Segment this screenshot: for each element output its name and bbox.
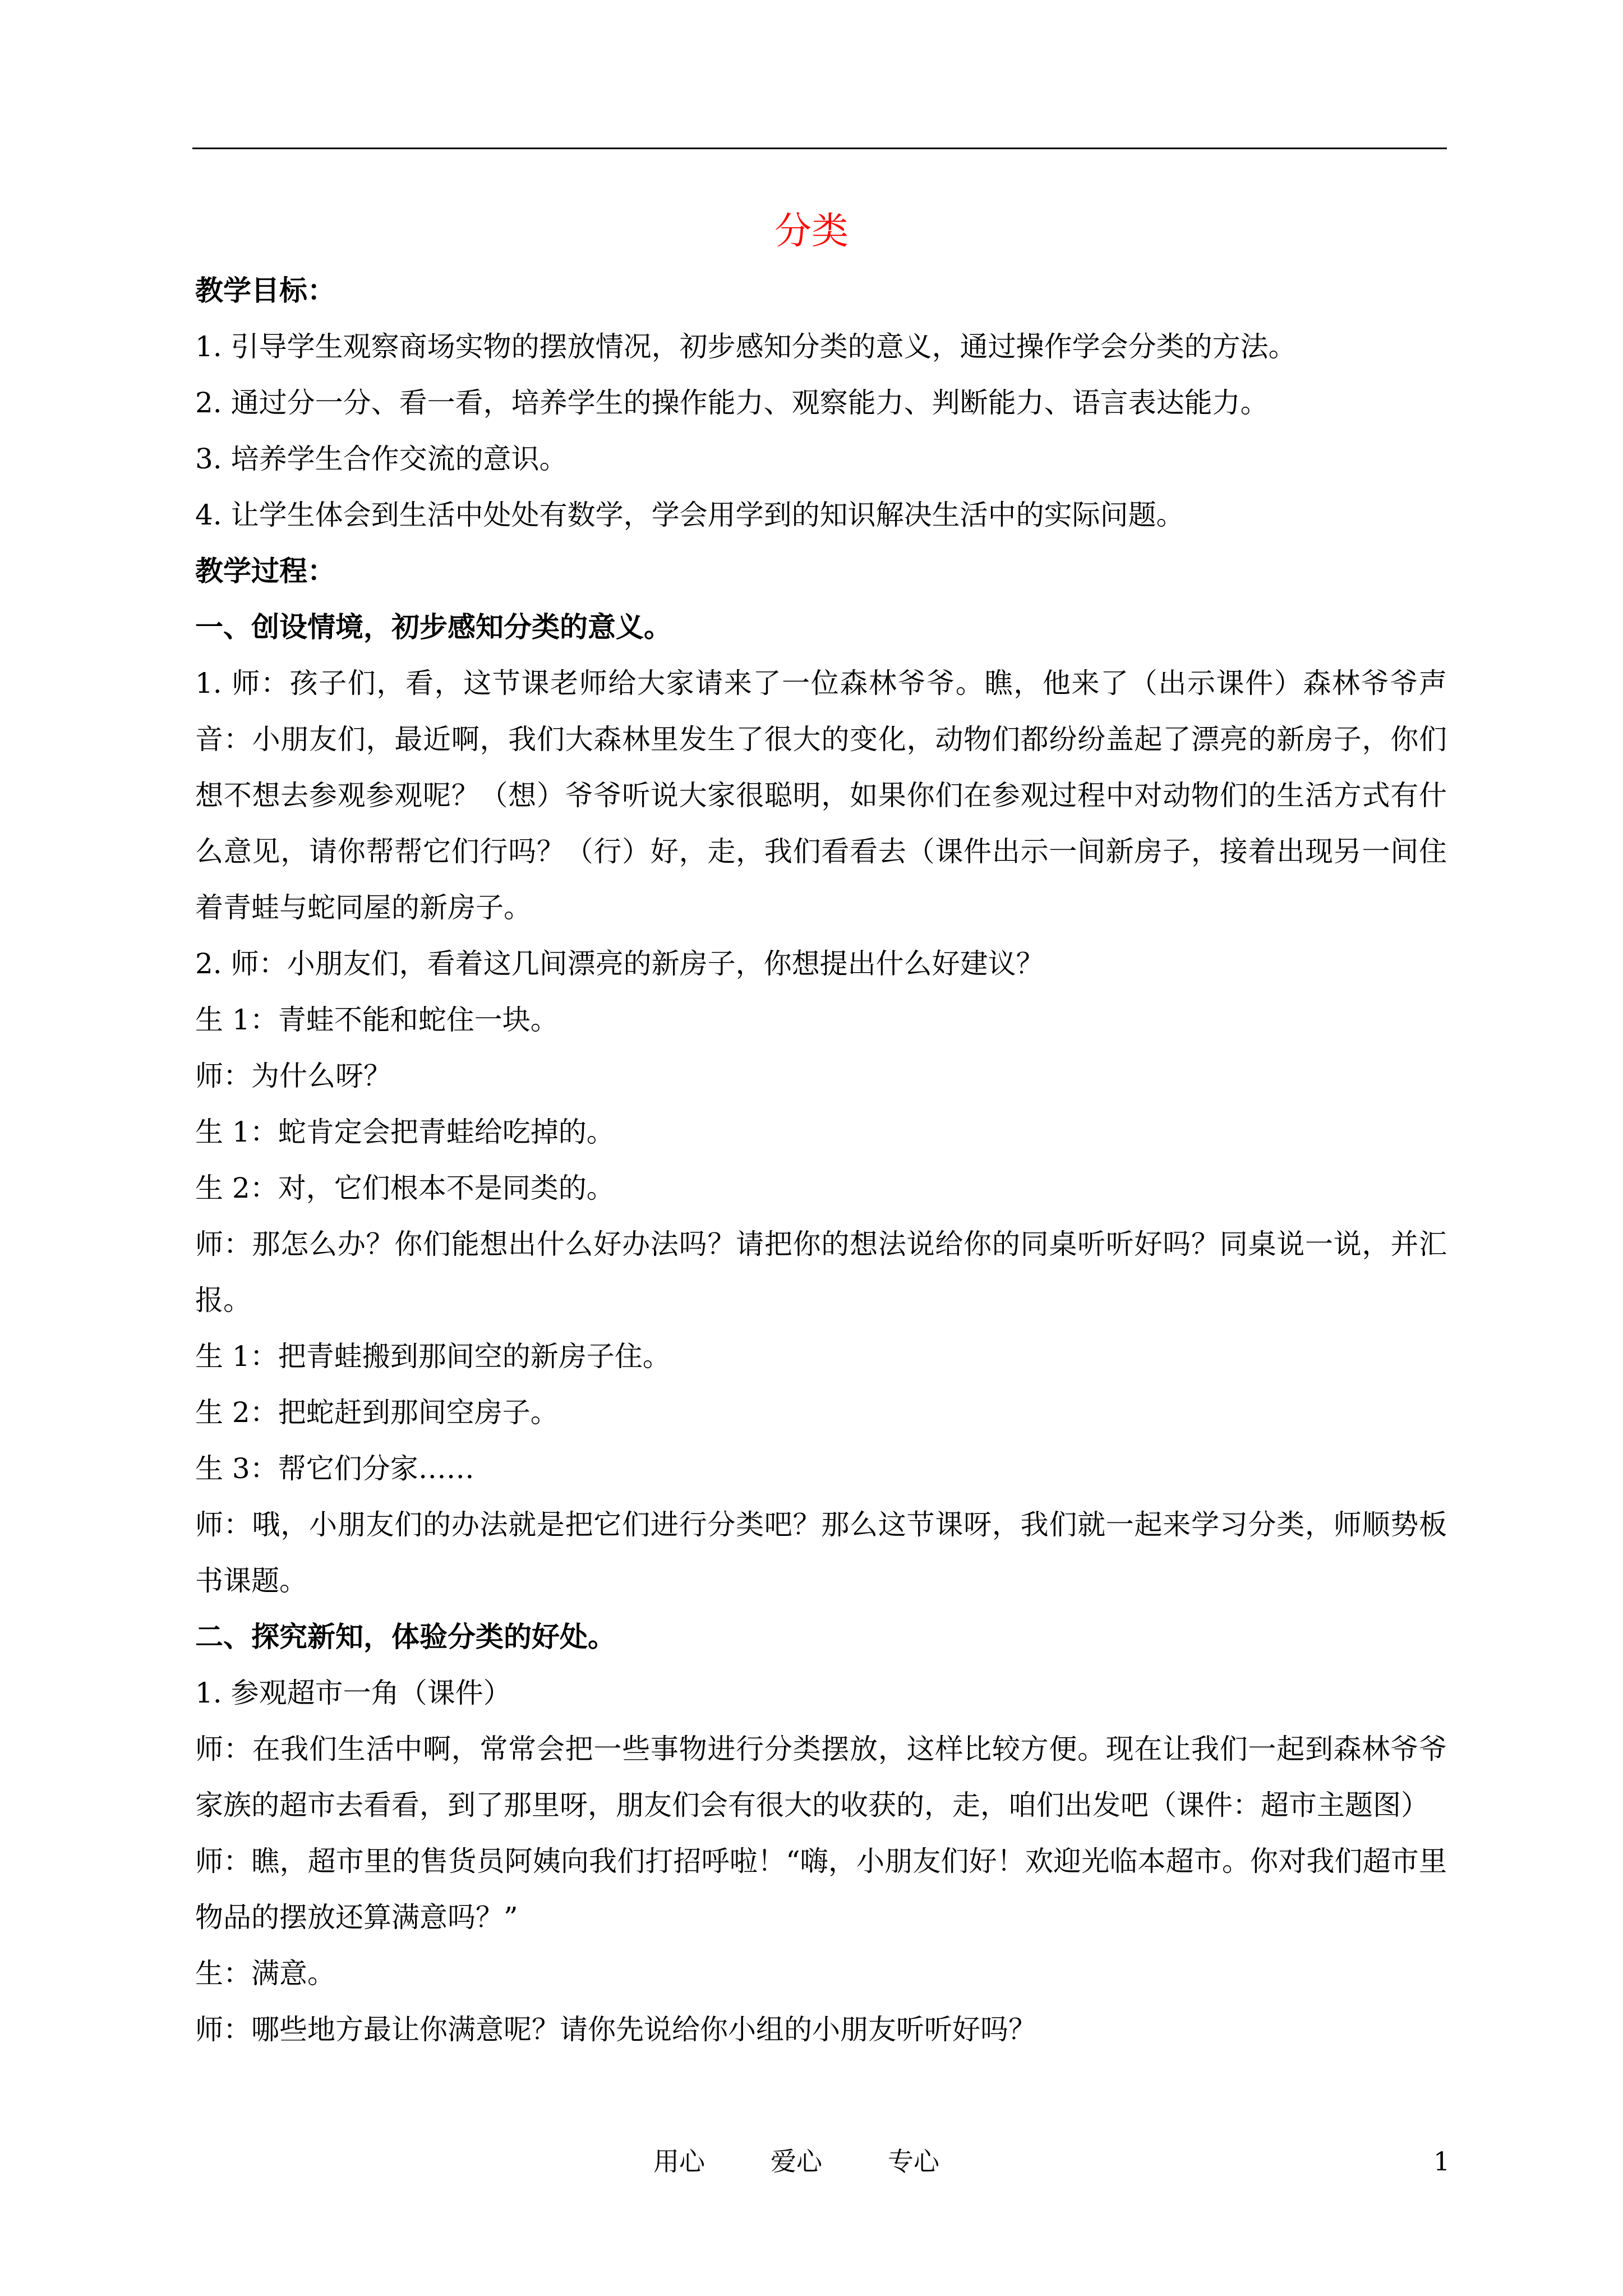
paragraph: 师：为什么呀？ bbox=[195, 1060, 391, 1092]
paragraph: 3. 培养学生合作交流的意识。 bbox=[195, 443, 568, 475]
paragraph: 生 1：把青蛙搬到那间空的新房子住。 bbox=[195, 1340, 671, 1373]
header-rule bbox=[192, 148, 1447, 149]
paragraph: 1. 参观超市一角（课件） bbox=[195, 1677, 511, 1709]
paragraph: 1. 师：孩子们，看，这节课老师给大家请来了一位森林爷爷。瞧，他来了（出示课件）森林爷爷声音：小朋友们，最近啊，我们大森林里发生了很大的变化，动物们都纷纷盖起了漂亮的新房子，你们想不想去参观参观呢？（想）爷爷听说大家很聪明，如果你们在参观过程中对动物们的生活方式有什么意见，请你帮帮它们行吗？（行）好，走，我们看看去（课件出示一间新房子，接着出现另一间住着青蛙与蛇同屋的新房子。 bbox=[195, 667, 1447, 924]
paragraph: 生 2：对，它们根本不是同类的。 bbox=[195, 1172, 615, 1204]
paragraph: 师：哪些地方最让你满意呢？请你先说给你小组的小朋友听听好吗？ bbox=[195, 2013, 1036, 2046]
paragraph: 生：满意。 bbox=[195, 1957, 335, 1990]
paragraph: 师：瞧，超市里的售货员阿姨向我们打招呼啦！“嗨，小朋友们好！欢迎光临本超市。你对我们超市里物品的摆放还算满意吗？” bbox=[195, 1845, 1447, 1934]
paragraph: 生 1：蛇肯定会把青蛙给吃掉的。 bbox=[195, 1116, 615, 1148]
paragraph: 教学目标： bbox=[195, 274, 335, 307]
document-title: 分类 bbox=[774, 209, 849, 252]
document-body bbox=[195, 263, 1447, 2058]
page-number: 1 bbox=[1433, 2146, 1450, 2177]
paragraph: 生 3：帮它们分家…… bbox=[195, 1452, 474, 1485]
paragraph: 师：那怎么办？你们能想出什么好办法吗？请把你的想法说给你的同桌听听好吗？同桌说一说，并汇报。 bbox=[195, 1228, 1447, 1317]
paragraph: 教学过程： bbox=[195, 554, 335, 587]
paragraph: 1. 引导学生观察商场实物的摆放情况，初步感知分类的意义，通过操作学会分类的方法。 bbox=[195, 330, 1297, 363]
paragraph: 一、创设情境，初步感知分类的意义。 bbox=[195, 610, 672, 643]
page-footer bbox=[0, 2142, 1623, 2181]
paragraph: 生 1：青蛙不能和蛇住一块。 bbox=[195, 1004, 559, 1036]
paragraph: 师：哦，小朋友们的办法就是把它们进行分类吧？那么这节课呀，我们就一起来学习分类，师顺势板书课题。 bbox=[195, 1508, 1447, 1597]
paragraph: 二、探究新知，体验分类的好处。 bbox=[195, 1620, 616, 1653]
paragraph: 生 2：把蛇赶到那间空房子。 bbox=[195, 1396, 559, 1429]
paragraph: 2. 通过分一分、看一看，培养学生的操作能力、观察能力、判断能力、语言表达能力。 bbox=[195, 386, 1269, 419]
paragraph: 4. 让学生体会到生活中处处有数学，学会用学到的知识解决生活中的实际问题。 bbox=[195, 499, 1184, 531]
paragraph: 师：在我们生活中啊，常常会把一些事物进行分类摆放，这样比较方便。现在让我们一起到森林爷爷家族的超市去看看，到了那里呀，朋友们会有很大的收获的，走，咱们出发吧（课件：超市主题图） bbox=[195, 1733, 1447, 1821]
paragraph: 2. 师：小朋友们，看着这几间漂亮的新房子，你想提出什么好建议？ bbox=[195, 947, 1044, 980]
footer-motto: 用心 爱心 专心 bbox=[653, 2146, 939, 2177]
